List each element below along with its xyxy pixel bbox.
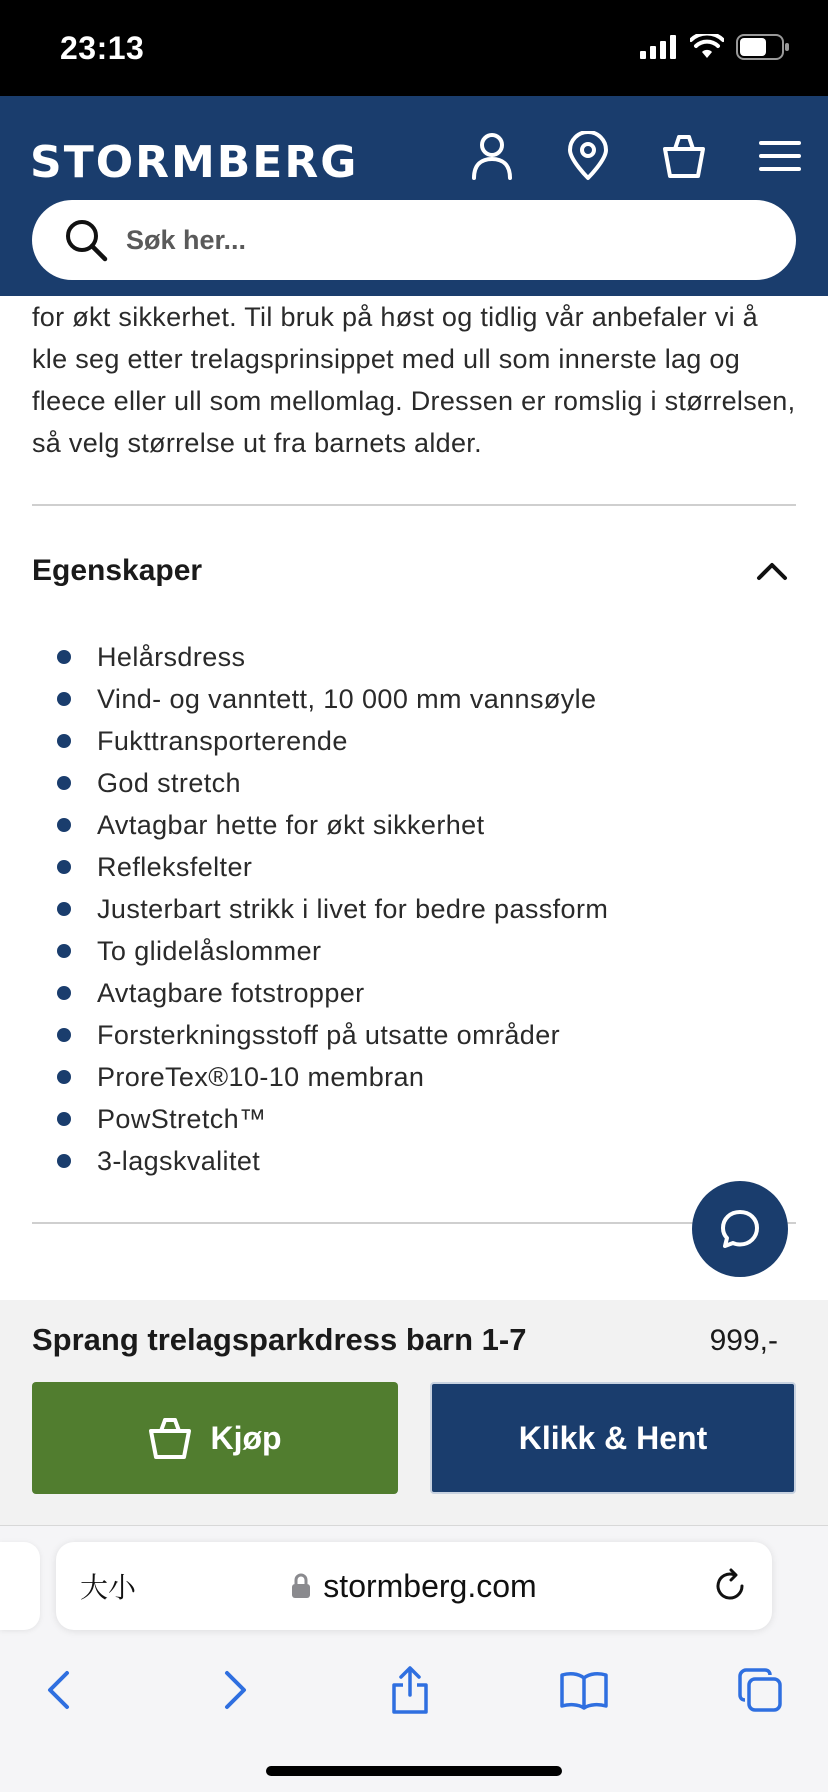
product-description: for økt sikkerhet. Til bruk på høst og tidlig vår anbefaler vi å kle seg etter trelagsprinsippet med ull som innerste lag og fleece eller ull som mellomlag. Dressen er romslig i størrelsen, så velg størrelse ut fra barnets alder. — [32, 302, 796, 458]
feature-list-item — [57, 846, 796, 888]
share-icon — [389, 1665, 431, 1715]
feature-list-item — [57, 972, 796, 1014]
book-icon — [559, 1670, 609, 1710]
click-and-collect-button[interactable] — [430, 1382, 796, 1494]
feature-list-item — [57, 1098, 796, 1140]
divider — [32, 1222, 796, 1224]
reload-icon[interactable] — [712, 1568, 748, 1604]
bullet-icon — [57, 944, 71, 958]
search-bar[interactable] — [32, 200, 796, 280]
home-indicator — [266, 1766, 562, 1776]
feature-text: Refleksfelter — [97, 852, 253, 882]
feature-text: Forsterkningsstoff på utsatte områder — [97, 1020, 561, 1050]
feature-text: God stretch — [97, 768, 241, 798]
bullet-icon — [57, 1070, 71, 1084]
feature-list-item — [57, 1014, 796, 1056]
url-text: stormberg.com — [323, 1567, 537, 1604]
chat-bubble-icon — [718, 1207, 762, 1251]
chevron-left-icon — [45, 1669, 71, 1711]
bullet-icon — [57, 986, 71, 1000]
feature-list-item — [57, 930, 796, 972]
location-pin-icon[interactable] — [558, 126, 618, 186]
bullet-icon — [57, 692, 71, 706]
product-details — [32, 296, 796, 1224]
wifi-icon — [690, 34, 724, 60]
search-icon — [64, 218, 108, 262]
forward-button[interactable] — [196, 1650, 276, 1730]
feature-text: Justerbart strikk i livet for bedre passform — [97, 894, 609, 924]
browser-toolbar — [0, 1526, 828, 1792]
search-input[interactable] — [126, 225, 726, 256]
logo-text: STORMBERG — [30, 136, 359, 188]
user-icon[interactable] — [462, 126, 522, 186]
text-size-button[interactable]: 大小 — [80, 1571, 137, 1604]
back-button[interactable] — [18, 1650, 98, 1730]
url-container — [56, 1542, 772, 1630]
basket-icon — [148, 1416, 192, 1460]
menu-icon[interactable] — [750, 126, 810, 186]
stormberg-logo[interactable] — [30, 132, 358, 192]
bullet-icon — [57, 1112, 71, 1126]
sticky-buy-bar — [0, 1300, 828, 1526]
status-bar — [0, 0, 828, 96]
feature-list-item — [57, 720, 796, 762]
previous-tab-peek[interactable] — [0, 1542, 40, 1630]
browser-nav-row — [0, 1650, 828, 1730]
bullet-icon — [57, 902, 71, 916]
feature-text: Helårsdress — [97, 642, 246, 672]
bullet-icon — [57, 650, 71, 664]
feature-list-item — [57, 636, 796, 678]
bookmarks-button[interactable] — [544, 1650, 624, 1730]
bullet-icon — [57, 860, 71, 874]
share-button[interactable] — [370, 1650, 450, 1730]
status-icons — [640, 34, 790, 60]
feature-text: To glidelåslommer — [97, 936, 322, 966]
feature-text: Fukttransporterende — [97, 726, 348, 756]
bullet-icon — [57, 1028, 71, 1042]
features-accordion-header[interactable] — [32, 506, 796, 636]
features-title: Egenskaper — [32, 554, 203, 587]
lock-icon — [291, 1573, 311, 1599]
battery-icon — [736, 34, 790, 60]
click-and-collect-label: Klikk & Hent — [518, 1419, 708, 1456]
site-header — [0, 96, 828, 296]
feature-list-item — [57, 1140, 796, 1182]
feature-text: PowStretch™ — [97, 1104, 267, 1134]
tabs-icon — [737, 1667, 783, 1713]
bullet-icon — [57, 1154, 71, 1168]
feature-list-item — [57, 762, 796, 804]
buy-button-label: Kjøp — [210, 1419, 282, 1456]
bullet-icon — [57, 776, 71, 790]
feature-list-item — [57, 804, 796, 846]
buy-button[interactable] — [32, 1382, 398, 1494]
basket-icon[interactable] — [654, 126, 714, 186]
feature-text: Avtagbar hette for økt sikkerhet — [97, 810, 485, 840]
chevron-right-icon — [223, 1669, 249, 1711]
chat-button[interactable] — [692, 1181, 788, 1277]
feature-text: ProreTex®10-10 membran — [97, 1062, 425, 1092]
feature-list-item — [57, 1056, 796, 1098]
status-time: 23:13 — [60, 30, 145, 66]
bullet-icon — [57, 818, 71, 832]
cellular-signal-icon — [640, 35, 678, 59]
address-bar[interactable] — [56, 1542, 772, 1630]
bullet-icon — [57, 734, 71, 748]
feature-text: Vind- og vanntett, 10 000 mm vannsøyle — [97, 684, 597, 714]
features-list — [32, 636, 796, 1182]
product-price: 999,- — [709, 1324, 778, 1357]
chevron-up-icon[interactable] — [756, 561, 788, 581]
tabs-button[interactable] — [720, 1650, 800, 1730]
feature-list-item — [57, 888, 796, 930]
product-name: Sprang trelagsparkdress barn 1-7 — [32, 1322, 527, 1357]
feature-text: 3-lagskvalitet — [97, 1146, 261, 1176]
feature-text: Avtagbare fotstropper — [97, 978, 365, 1008]
feature-list-item — [57, 678, 796, 720]
